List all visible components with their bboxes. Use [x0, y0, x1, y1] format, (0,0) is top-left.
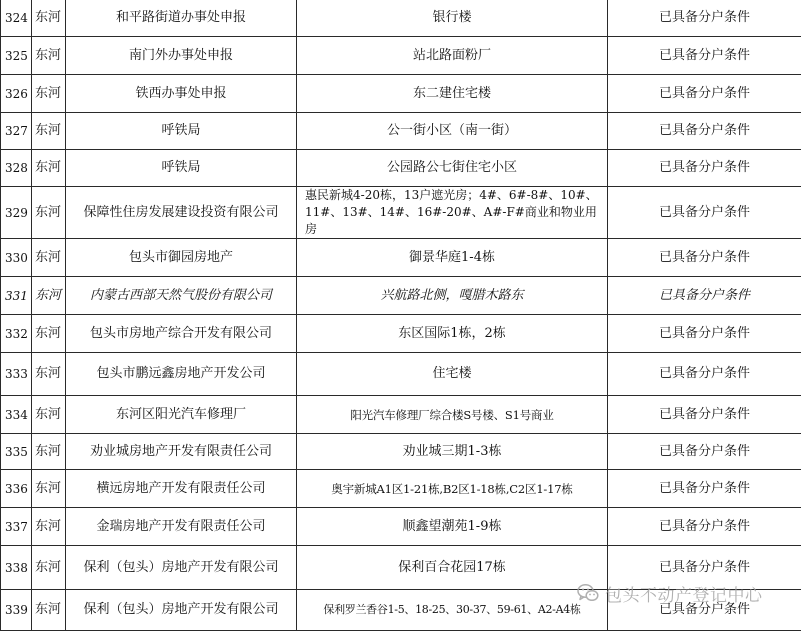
applicant-cell: 铁西办事处申报	[66, 75, 297, 113]
district-cell: 东河	[32, 75, 66, 113]
row-number: 335	[1, 434, 32, 470]
district-cell: 东河	[32, 590, 66, 631]
applicant-cell: 内蒙古西部天然气股份有限公司	[66, 277, 297, 315]
status-cell: 已具备分户条件	[608, 470, 801, 508]
project-cell: 御景华庭1-4栋	[297, 239, 608, 277]
row-number: 336	[1, 470, 32, 508]
table-row	[1, 37, 801, 75]
status-cell: 已具备分户条件	[608, 396, 801, 434]
district-cell: 东河	[32, 277, 66, 315]
table-row	[1, 470, 801, 508]
project-cell: 站北路面粉厂	[297, 37, 608, 75]
project-cell: 劝业城三期1-3栋	[297, 434, 608, 470]
applicant-cell: 包头市房地产综合开发有限公司	[66, 315, 297, 353]
table-row	[1, 277, 801, 315]
row-number: 338	[1, 546, 32, 590]
district-cell: 东河	[32, 187, 66, 239]
row-number: 339	[1, 590, 32, 631]
status-cell: 已具备分户条件	[608, 434, 801, 470]
status-cell: 已具备分户条件	[608, 277, 801, 315]
project-cell: 公园路公七街住宅小区	[297, 150, 608, 187]
watermark-text: 包头不动产登记中心	[605, 581, 763, 606]
applicant-cell: 和平路街道办事处申报	[66, 0, 297, 37]
row-number: 332	[1, 315, 32, 353]
status-cell: 已具备分户条件	[608, 590, 801, 631]
row-number: 325	[1, 37, 32, 75]
table-row	[1, 113, 801, 150]
district-cell: 东河	[32, 0, 66, 37]
applicant-cell: 呼铁局	[66, 113, 297, 150]
row-number: 337	[1, 508, 32, 546]
project-cell: 保利罗兰香谷1-5、18-25、30-37、59-61、A2-A4栋	[297, 590, 608, 631]
district-cell: 东河	[32, 315, 66, 353]
applicant-cell: 金瑞房地产开发有限责任公司	[66, 508, 297, 546]
project-cell: 东区国际1栋，2栋	[297, 315, 608, 353]
table-row	[1, 396, 801, 434]
watermark	[577, 580, 763, 606]
status-cell: 已具备分户条件	[608, 187, 801, 239]
row-number: 324	[1, 0, 32, 37]
status-cell: 已具备分户条件	[608, 113, 801, 150]
status-cell: 已具备分户条件	[608, 0, 801, 37]
applicant-cell: 横远房地产开发有限责任公司	[66, 470, 297, 508]
row-number: 330	[1, 239, 32, 277]
project-cell: 东二建住宅楼	[297, 75, 608, 113]
status-cell: 已具备分户条件	[608, 315, 801, 353]
row-number: 329	[1, 187, 32, 239]
district-cell: 东河	[32, 508, 66, 546]
district-cell: 东河	[32, 396, 66, 434]
district-cell: 东河	[32, 37, 66, 75]
table-row	[1, 75, 801, 113]
status-cell: 已具备分户条件	[608, 37, 801, 75]
applicant-cell: 劝业城房地产开发有限责任公司	[66, 434, 297, 470]
row-number: 326	[1, 75, 32, 113]
project-cell: 顺鑫望潮苑1-9栋	[297, 508, 608, 546]
project-cell: 公一街小区（南一街）	[297, 113, 608, 150]
row-number: 334	[1, 396, 32, 434]
applicant-cell: 包头市鹏远鑫房地产开发公司	[66, 353, 297, 396]
wechat-icon	[577, 583, 599, 603]
project-cell: 银行楼	[297, 0, 608, 37]
project-cell: 奥宇新城A1区1-21栋,B2区1-18栋,C2区1-17栋	[297, 470, 608, 508]
district-cell: 东河	[32, 470, 66, 508]
row-number: 333	[1, 353, 32, 396]
table-row	[1, 434, 801, 470]
row-number: 327	[1, 113, 32, 150]
table-row	[1, 150, 801, 187]
project-cell: 住宅楼	[297, 353, 608, 396]
table-row	[1, 315, 801, 353]
table-row	[1, 353, 801, 396]
project-cell: 阳光汽车修理厂综合楼S号楼、S1号商业	[297, 396, 608, 434]
table-row	[1, 239, 801, 277]
status-cell: 已具备分户条件	[608, 353, 801, 396]
table-row	[1, 187, 801, 239]
district-cell: 东河	[32, 239, 66, 277]
project-cell: 惠民新城4-20栋，13户遮光房；4#、6#-8#、10#、11#、13#、14#、16#-20#、A#-F#商业和物业用房	[297, 187, 608, 239]
row-number: 328	[1, 150, 32, 187]
district-cell: 东河	[32, 113, 66, 150]
applicant-cell: 保障性住房发展建设投资有限公司	[66, 187, 297, 239]
status-cell: 已具备分户条件	[608, 75, 801, 113]
applicant-cell: 保利（包头）房地产开发有限公司	[66, 546, 297, 590]
district-cell: 东河	[32, 434, 66, 470]
project-cell: 兴航路北侧，嘎腊木路东	[297, 277, 608, 315]
table-row	[1, 0, 801, 37]
table-row	[1, 508, 801, 546]
status-cell: 已具备分户条件	[608, 508, 801, 546]
status-cell: 已具备分户条件	[608, 150, 801, 187]
applicant-cell: 东河区阳光汽车修理厂	[66, 396, 297, 434]
applicant-cell: 保利（包头）房地产开发有限公司	[66, 590, 297, 631]
applicant-cell: 呼铁局	[66, 150, 297, 187]
row-number: 331	[1, 277, 32, 315]
applicant-cell: 包头市御园房地产	[66, 239, 297, 277]
project-cell: 保利百合花园17栋	[297, 546, 608, 590]
district-cell: 东河	[32, 353, 66, 396]
status-cell: 已具备分户条件	[608, 239, 801, 277]
district-cell: 东河	[32, 150, 66, 187]
status-cell: 已具备分户条件	[608, 546, 801, 590]
applicant-cell: 南门外办事处申报	[66, 37, 297, 75]
district-cell: 东河	[32, 546, 66, 590]
